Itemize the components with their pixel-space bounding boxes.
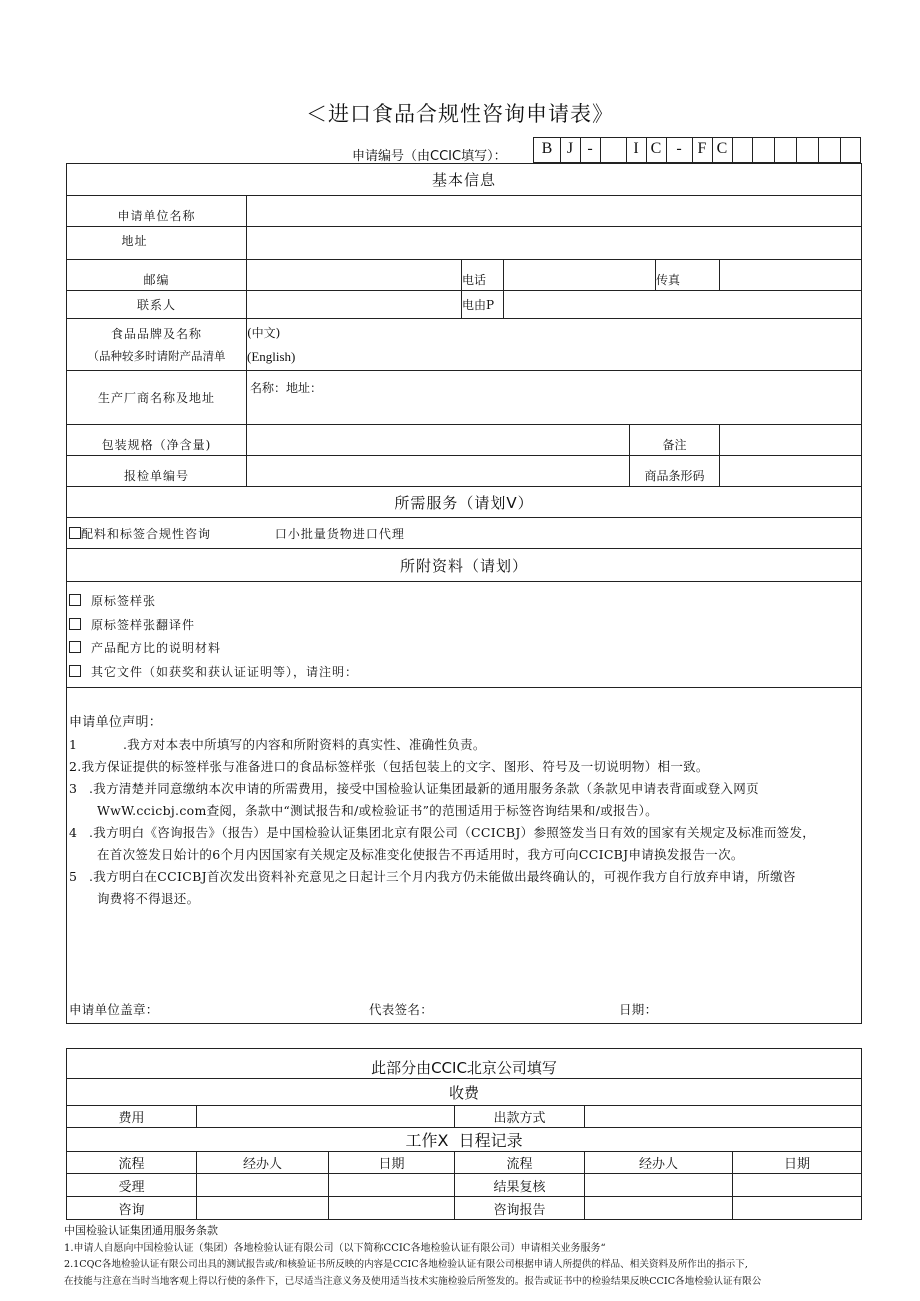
date-field[interactable] <box>329 1174 455 1197</box>
code-cell: C <box>646 138 667 162</box>
handler-field[interactable] <box>585 1174 733 1197</box>
code-cell: C <box>712 138 733 162</box>
declaration-item-4-cont: 在首次签发日始计的6个月内因国家有关规定及标准变化使报告不再适用时，我方可向CCICBJ申请换发报告一次。 <box>97 847 744 862</box>
item-number: 1 <box>69 737 78 752</box>
item-text: .我方对本表中所填写的内容和所附资料的真实性、准确性负责。 <box>123 737 486 752</box>
fax-label: 传真 <box>656 260 720 291</box>
declaration-item-4 <box>69 822 861 844</box>
office-title: 此部分由CCIC北京公司填写 <box>67 1049 862 1079</box>
declaration-item-3-cont: WwW.ccicbj.com查阅，条款中“测试报告和/或检验证书”的范围适用于标签咨询结果和/或报告）。 <box>97 803 658 818</box>
payment-field[interactable] <box>585 1106 862 1128</box>
email-field[interactable] <box>504 291 862 319</box>
declaration-item-1 <box>69 734 861 756</box>
date-field[interactable] <box>329 1197 455 1220</box>
section-services: 所需服务（请划V） <box>67 487 862 518</box>
application-form-table <box>66 163 862 1024</box>
date-label: 日期： <box>619 1002 658 1017</box>
office-use-table <box>66 1048 862 1220</box>
service-option-2[interactable]: 口小批量货物进口代理 <box>274 526 405 541</box>
declaration-item-2: 2.我方保证提供的标签样张与准备进口的食品标签样张（包括包装上的文字、图形、符号及一切说明物）相一致。 <box>69 759 709 774</box>
code-cell <box>840 138 860 162</box>
contact-label: 联系人 <box>67 291 247 319</box>
declaration-item-3 <box>69 778 861 800</box>
fee-field[interactable] <box>197 1106 455 1128</box>
checkbox-icon <box>69 618 81 630</box>
material-item-label: 原标签样张 <box>91 594 157 608</box>
food-brand-label <box>67 319 247 371</box>
food-brand-label-line2: （品种较多时请附产品清单 <box>87 348 226 363</box>
declaration-block <box>67 688 862 1024</box>
handler-field[interactable] <box>197 1197 329 1220</box>
english-hint: (English) <box>247 349 296 364</box>
applicant-name-label: 申请单位名称 <box>67 196 247 227</box>
checkbox-icon <box>69 527 81 539</box>
code-cell <box>818 138 841 162</box>
form-title: ＜进口食品合规性咨询申请表》 <box>306 102 614 126</box>
item-number: 3 <box>69 781 78 796</box>
material-item-label: 产品配方比的说明材料 <box>91 641 222 655</box>
contact-field[interactable] <box>247 291 462 319</box>
application-no-box[interactable] <box>533 137 861 163</box>
inspection-no-field[interactable] <box>247 456 630 487</box>
code-cell <box>774 138 797 162</box>
header-handler: 经办人 <box>197 1152 329 1174</box>
seal-label: 申请单位盖章： <box>69 1002 159 1017</box>
code-cell: I <box>626 138 647 162</box>
phone-field[interactable] <box>504 260 656 291</box>
package-field[interactable] <box>247 425 630 456</box>
material-item[interactable] <box>69 590 861 614</box>
footer-terms-line: 1.申请人自愿向中国检验认证（集团）各地检验认证有限公司（以下简称CCIC各地检验认证有限公司）申请相关业务服务“ <box>64 1243 606 1254</box>
footer-terms-line: 在技能与注意在当时当地客观上得以行使的条件下，已尽适当注意义务及使用适当技术实施检验后所签发的。报告或证书中的检验结果反映CCIC各地检验认证有限公 <box>64 1276 762 1287</box>
code-cell: - <box>580 138 601 162</box>
process-accept: 受理 <box>67 1174 197 1197</box>
service-option-1[interactable] <box>69 527 211 541</box>
material-item-label: 其它文件（如获奖和获认证证明等），请注明： <box>91 664 359 679</box>
code-cell: F <box>692 138 713 162</box>
work-record-title: 工作X 日程记录 <box>67 1128 862 1152</box>
section-materials: 所附资料（请划） <box>67 549 862 582</box>
services-options <box>67 518 862 549</box>
header-process: 流程 <box>455 1152 585 1174</box>
materials-list <box>67 582 862 688</box>
header-date: 日期 <box>329 1152 455 1174</box>
application-no-label: 申请编号（由CCIC填写）： <box>352 149 507 164</box>
email-label: 电由P <box>462 291 504 319</box>
chinese-hint: (中文) <box>247 326 281 340</box>
manufacturer-label: 生产厂商名称及地址 <box>67 371 247 425</box>
barcode-field[interactable] <box>720 456 862 487</box>
applicant-name-field[interactable] <box>247 196 862 227</box>
date-field[interactable] <box>733 1197 862 1220</box>
address-label: 地址 <box>67 227 247 260</box>
declaration-item-5-cont: 询费将不得退还。 <box>97 891 200 906</box>
postcode-field[interactable] <box>247 260 462 291</box>
code-cell <box>600 138 627 162</box>
food-brand-field[interactable] <box>247 319 862 371</box>
material-item[interactable] <box>69 661 861 685</box>
footer-terms-title: 中国检验认证集团通用服务条款 <box>64 1224 218 1237</box>
material-item[interactable] <box>69 637 861 661</box>
declaration-item-5 <box>69 866 861 888</box>
code-cell <box>732 138 753 162</box>
header-date: 日期 <box>733 1152 862 1174</box>
remark-label: 备注 <box>630 425 720 456</box>
item-number: 4 <box>69 825 78 840</box>
material-item[interactable] <box>69 614 861 638</box>
inspection-no-label: 报检单编号 <box>67 456 247 487</box>
process-report: 咨询报告 <box>455 1197 585 1220</box>
service-option-1-label: 配料和标签合规性咨询 <box>81 526 212 541</box>
code-cell <box>796 138 819 162</box>
item-text: .我方清楚并同意缴纳本次申请的所需费用，接受中国检验认证集团最新的通用服务条款（条款见申请表背面或登入网页 <box>89 781 759 796</box>
checkbox-icon <box>69 594 81 606</box>
header-handler: 经办人 <box>585 1152 733 1174</box>
item-number: 5 <box>69 869 78 884</box>
item-text: .我方明白在CCICBJ首次发出资料补充意见之日起计三个月内我方仍未能做出最终确认的，可视作我方自行放弃申请，所缴咨 <box>89 869 796 884</box>
code-cell <box>752 138 775 162</box>
fee-label: 费用 <box>67 1106 197 1128</box>
handler-field[interactable] <box>585 1197 733 1220</box>
footer-terms-line: 2.1CQC各地检验认证有限公司出具的测试报告或/和核验证书所反映的内容是CCIC各地检验认证有限公司根据申请人所提供的样品、相关资料及所作出的指示下, <box>64 1259 748 1270</box>
section-basic-info: 基本信息 <box>67 164 862 196</box>
address-field[interactable] <box>247 227 862 260</box>
postcode-label: 邮编 <box>67 260 247 291</box>
code-cell: - <box>666 138 693 162</box>
checkbox-icon <box>69 665 81 677</box>
fee-section-title: 收费 <box>67 1079 862 1106</box>
payment-label: 出款方式 <box>455 1106 585 1128</box>
code-cell: J <box>560 138 581 162</box>
material-item-label: 原标签样张翻译件 <box>91 617 196 632</box>
item-text: .我方明白《咨询报告》（报告）是中国检验认证集团北京有限公司（CCICBJ）参照签发当日有效的国家有关规定及标准而签发， <box>89 825 816 840</box>
barcode-label: 商品条形码 <box>630 456 720 487</box>
fax-field[interactable] <box>720 260 862 291</box>
signature-label: 代表签名： <box>369 1002 434 1017</box>
checkbox-icon <box>69 641 81 653</box>
package-label: 包装规格（净含量) <box>67 425 247 456</box>
handler-field[interactable] <box>197 1174 329 1197</box>
declaration-heading: 申请单位声明： <box>69 715 163 730</box>
date-field[interactable] <box>733 1174 862 1197</box>
food-brand-label-line1: 食品品牌及名称 <box>110 326 202 341</box>
code-cell: B <box>534 138 561 162</box>
phone-label: 电话 <box>462 260 504 291</box>
process-consult: 咨询 <box>67 1197 197 1220</box>
remark-field[interactable] <box>720 425 862 456</box>
process-review: 结果复核 <box>455 1174 585 1197</box>
header-process: 流程 <box>67 1152 197 1174</box>
manufacturer-field[interactable]: 名称：地址： <box>247 371 862 425</box>
